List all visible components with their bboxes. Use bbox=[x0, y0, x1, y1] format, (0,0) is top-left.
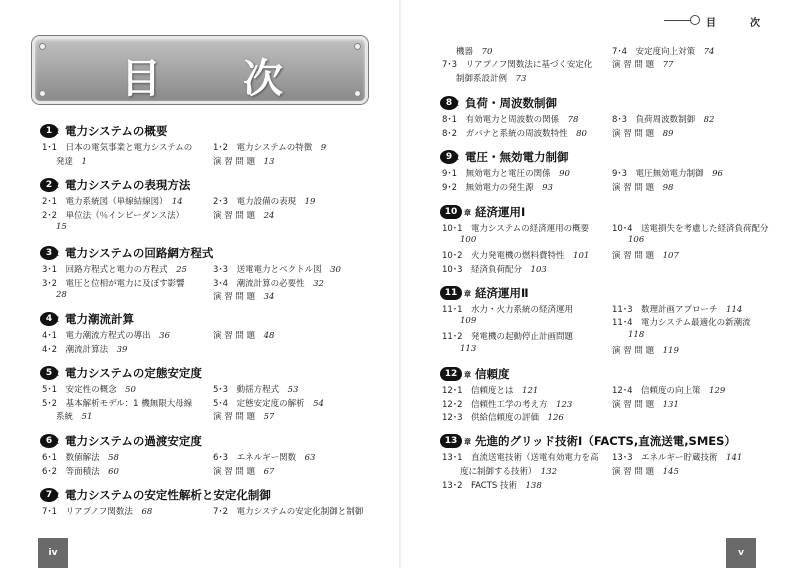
section-title: 定態安定度の解析 bbox=[236, 399, 305, 409]
section-title: 信頼度とは bbox=[471, 386, 514, 396]
section-title: 回路方程式と電力の方程式 bbox=[65, 265, 168, 275]
chapter-title: 信頼度 bbox=[475, 367, 510, 381]
page-number: 103 bbox=[530, 265, 547, 275]
section-title: 動揺方程式 bbox=[236, 385, 280, 395]
section-number: 11･3 bbox=[612, 305, 633, 315]
chapter-number-badge: 4 bbox=[40, 312, 58, 326]
chapter-number-badge: 5 bbox=[40, 366, 58, 380]
section-number: 6･3 bbox=[213, 453, 229, 463]
chapter-suffix: 章 bbox=[52, 492, 59, 500]
section-number: 11･2 bbox=[442, 332, 463, 342]
page-number: 24 bbox=[263, 211, 275, 221]
toc-entry[interactable] bbox=[442, 411, 564, 423]
chapter-number-badge: 7 bbox=[40, 488, 58, 502]
title-char-2: 次 bbox=[243, 56, 283, 102]
toc-entry-cont[interactable] bbox=[460, 235, 476, 245]
page-number: 138 bbox=[525, 481, 542, 491]
chapter-number-badge: 13 bbox=[440, 434, 462, 448]
section-title: エネルギー貯蔵技術 bbox=[641, 453, 718, 463]
chapter-suffix: 章 bbox=[464, 290, 471, 298]
page-number: 19 bbox=[304, 197, 316, 207]
page-number: 145 bbox=[662, 467, 679, 477]
page-number: 39 bbox=[116, 345, 128, 355]
toc-entry[interactable] bbox=[213, 195, 315, 207]
page-number: 36 bbox=[159, 331, 170, 341]
section-title: 水力・火力系統の経済運用 bbox=[471, 305, 574, 315]
section-title: 発電機の起動停止計画問題 bbox=[471, 332, 574, 342]
toc-entry-exercises[interactable] bbox=[213, 209, 274, 221]
page-number: 57 bbox=[263, 412, 275, 422]
title-char-1: 目 bbox=[121, 56, 161, 102]
section-title: 無効電力と電圧の関係 bbox=[465, 169, 551, 179]
section-title: 直流送電技術（送電有効電力を高 bbox=[471, 453, 599, 463]
page-number: 123 bbox=[556, 400, 573, 410]
section-title: ガバナと系統の周波数特性 bbox=[465, 129, 568, 139]
section-number: 13･1 bbox=[442, 453, 463, 463]
page-number: 114 bbox=[726, 305, 743, 315]
toc-entry[interactable] bbox=[42, 505, 152, 517]
section-number: 9･1 bbox=[442, 169, 458, 179]
page-number: 48 bbox=[263, 331, 275, 341]
toc-entry[interactable] bbox=[442, 222, 589, 234]
chapter-suffix: 章 bbox=[52, 438, 59, 446]
page-number: 58 bbox=[108, 453, 119, 463]
chapter-suffix: 章 bbox=[464, 371, 471, 379]
toc-entry[interactable] bbox=[442, 181, 553, 193]
section-title: 等面積法 bbox=[65, 467, 100, 477]
toc-entry[interactable] bbox=[612, 113, 714, 125]
section-number: 4･2 bbox=[42, 345, 58, 355]
section-number: 7･2 bbox=[213, 507, 229, 517]
toc-entry[interactable] bbox=[442, 479, 542, 491]
page-number: 113 bbox=[460, 344, 477, 354]
section-title: 演 習 問 題 bbox=[612, 251, 655, 261]
page-number: 129 bbox=[709, 386, 726, 396]
toc-entry[interactable] bbox=[42, 383, 136, 395]
toc-entry[interactable] bbox=[612, 384, 725, 396]
section-title: 演 習 問 題 bbox=[213, 157, 256, 167]
section-number: 5･4 bbox=[213, 399, 229, 409]
page-number: 74 bbox=[703, 47, 715, 57]
section-title: 演 習 問 題 bbox=[612, 467, 655, 477]
chapter-title: 電力システムの回路網方程式 bbox=[65, 246, 214, 260]
chapter-suffix: 章 bbox=[452, 154, 459, 162]
section-number: 10･1 bbox=[442, 224, 463, 234]
chapter-number-badge: 6 bbox=[40, 434, 58, 448]
toc-entry[interactable] bbox=[612, 167, 723, 179]
section-title: 送電損失を考慮した経済負荷配分 bbox=[641, 224, 769, 234]
section-title: リアプノフ関数法 bbox=[65, 507, 133, 517]
toc-entry-cont[interactable] bbox=[628, 330, 644, 340]
toc-entry-exercises[interactable] bbox=[612, 58, 673, 70]
chapter-suffix: 章 bbox=[52, 250, 59, 258]
section-number: 3･3 bbox=[213, 265, 229, 275]
toc-entry[interactable] bbox=[42, 329, 170, 341]
toc-entry-cont[interactable] bbox=[460, 465, 557, 477]
section-number: 11･1 bbox=[442, 305, 463, 315]
section-number: 8･2 bbox=[442, 129, 458, 139]
page-number: 98 bbox=[662, 183, 674, 193]
section-title: エネルギー関数 bbox=[236, 453, 297, 463]
chapter-title: 先進的グリッド技術Ⅰ（FACTS,直流送電,SMES） bbox=[475, 434, 736, 448]
chapter-title: 電力システムの概要 bbox=[65, 124, 168, 138]
page-number: 126 bbox=[547, 413, 564, 423]
toc-entry[interactable] bbox=[612, 316, 751, 328]
toc-entry[interactable] bbox=[442, 263, 547, 275]
section-number: 1･1 bbox=[42, 143, 58, 153]
section-title: 供給信頼度の評価 bbox=[471, 413, 540, 423]
page-number: 9 bbox=[320, 143, 327, 153]
chapter-number-badge: 12 bbox=[440, 367, 462, 381]
toc-entry-exercises[interactable] bbox=[612, 181, 673, 193]
section-title: 数理計画アプローチ bbox=[641, 305, 718, 315]
book-gutter bbox=[399, 0, 401, 568]
page-number: 68 bbox=[141, 507, 153, 517]
toc-entry-cont[interactable] bbox=[56, 410, 92, 422]
page-number: 132 bbox=[540, 467, 558, 477]
page-number: 106 bbox=[628, 235, 645, 245]
chapter-title: 電力システムの定態安定度 bbox=[65, 366, 202, 380]
page-number: 100 bbox=[460, 235, 477, 245]
chapter-number-badge: 3 bbox=[40, 246, 58, 260]
section-title: 電圧と位相が電力に及ぼす影響 bbox=[65, 279, 185, 289]
toc-entry-exercises[interactable] bbox=[213, 290, 274, 302]
title-plate bbox=[32, 36, 368, 104]
section-number: 7･4 bbox=[612, 47, 628, 57]
toc-entry[interactable] bbox=[42, 209, 184, 221]
page-number: 32 bbox=[313, 279, 324, 289]
toc-entry-cont[interactable] bbox=[56, 222, 67, 232]
section-number: 3･4 bbox=[213, 279, 229, 289]
toc-entry[interactable] bbox=[612, 303, 742, 315]
chapter-title: 負荷・周波数制御 bbox=[465, 96, 557, 110]
section-number: 5･1 bbox=[42, 385, 58, 395]
chapter-number-badge: 1 bbox=[40, 124, 58, 138]
section-number: 9･2 bbox=[442, 183, 458, 193]
section-title: 度に制御する技術） bbox=[460, 467, 533, 477]
page-number: 50 bbox=[125, 385, 136, 395]
page-number: 131 bbox=[662, 400, 679, 410]
page-number: 54 bbox=[313, 399, 324, 409]
section-title: 潮流計算法 bbox=[65, 345, 109, 355]
page-number: 70 bbox=[481, 47, 493, 57]
section-title: 演 習 問 題 bbox=[213, 211, 256, 221]
page-number: 67 bbox=[263, 467, 275, 477]
toc-entry[interactable] bbox=[612, 451, 742, 463]
section-number: 3･1 bbox=[42, 265, 58, 275]
toc-entry-exercises[interactable] bbox=[213, 155, 274, 167]
toc-entry[interactable] bbox=[442, 113, 578, 125]
chapter-number-badge: 9 bbox=[440, 150, 458, 164]
running-head-char-2: 次 bbox=[750, 18, 760, 29]
page-number: 121 bbox=[522, 386, 539, 396]
section-number: 2･1 bbox=[42, 197, 58, 207]
section-title: 潮流計算の必要性 bbox=[236, 279, 305, 289]
toc-entry[interactable] bbox=[42, 277, 185, 289]
page-number: 15 bbox=[56, 222, 67, 232]
section-title: 無効電力の発生源 bbox=[465, 183, 534, 193]
section-title: 経済負荷配分 bbox=[471, 265, 523, 275]
page-number: 73 bbox=[515, 74, 527, 84]
section-title: 信頼度の向上策 bbox=[641, 386, 701, 396]
section-title: 電力システムの経済運用の概要 bbox=[471, 224, 590, 234]
section-title: 演 習 問 題 bbox=[213, 412, 256, 422]
toc-entry-exercises[interactable] bbox=[612, 249, 679, 261]
section-title: 系統 bbox=[56, 412, 74, 422]
section-title: 電力システムの特徴 bbox=[236, 143, 313, 153]
chapter-title: 電圧・無効電力制御 bbox=[465, 150, 569, 164]
toc-entry[interactable] bbox=[42, 195, 183, 207]
folio-left: iv bbox=[38, 538, 68, 568]
chapter-suffix: 章 bbox=[464, 209, 471, 217]
section-number: 3･2 bbox=[42, 279, 58, 289]
page-number: 51 bbox=[81, 412, 93, 422]
page-number: 1 bbox=[81, 157, 87, 167]
page-number: 53 bbox=[287, 385, 299, 395]
section-title: 電力設備の表現 bbox=[236, 197, 297, 207]
toc-entry[interactable] bbox=[442, 384, 538, 396]
section-number: 13･2 bbox=[442, 481, 463, 491]
section-number: 2･2 bbox=[42, 211, 58, 221]
page-number: 141 bbox=[726, 453, 743, 463]
chapter-title: 経済運用Ⅰ bbox=[475, 205, 526, 219]
page-number: 96 bbox=[712, 169, 723, 179]
section-number: 5･2 bbox=[42, 399, 58, 409]
toc-entry-cont[interactable] bbox=[460, 316, 476, 326]
toc-entry[interactable] bbox=[42, 465, 119, 477]
toc-entry[interactable] bbox=[213, 397, 324, 409]
section-number: 7･1 bbox=[42, 507, 58, 517]
chapter-number-badge: 10 bbox=[440, 205, 462, 219]
section-number: 7･3 bbox=[442, 60, 458, 70]
page-number: 63 bbox=[304, 453, 316, 463]
page-number: 82 bbox=[703, 115, 715, 125]
toc-entry[interactable] bbox=[213, 141, 326, 153]
page-number: 89 bbox=[662, 129, 674, 139]
page-number: 30 bbox=[330, 265, 341, 275]
section-number: 4･1 bbox=[42, 331, 58, 341]
folio-right: v bbox=[726, 538, 756, 568]
toc-entry-exercises[interactable] bbox=[612, 465, 679, 477]
section-title: 機器 bbox=[456, 47, 474, 57]
chapter-suffix: 章 bbox=[52, 128, 59, 136]
screw-icon bbox=[354, 90, 361, 97]
chapter-number-badge: 8 bbox=[440, 96, 458, 110]
toc-entry[interactable] bbox=[442, 127, 587, 139]
toc-entry[interactable] bbox=[442, 451, 599, 463]
running-head-rule bbox=[664, 20, 692, 21]
section-number: 13･3 bbox=[612, 453, 633, 463]
chapter-title: 経済運用Ⅱ bbox=[475, 286, 529, 300]
section-number: 10･4 bbox=[612, 224, 633, 234]
toc-entry[interactable] bbox=[42, 397, 192, 409]
section-number: 2･3 bbox=[213, 197, 229, 207]
chapter-title: 電力潮流計算 bbox=[65, 312, 134, 326]
toc-entry[interactable] bbox=[442, 167, 570, 179]
toc-entry-exercises[interactable] bbox=[612, 398, 679, 410]
toc-entry-cont[interactable] bbox=[456, 45, 492, 57]
chapter-suffix: 章 bbox=[464, 438, 471, 446]
toc-entry-exercises[interactable] bbox=[612, 344, 679, 356]
section-title: 電圧無効電力制御 bbox=[635, 169, 704, 179]
section-number: 12･1 bbox=[442, 386, 463, 396]
chapter-title: 電力システムの安定性解析と安定化制御 bbox=[65, 488, 271, 502]
toc-entry[interactable] bbox=[213, 383, 298, 395]
section-title: 有効電力と周波数の関係 bbox=[465, 115, 560, 125]
section-title: 演 習 問 題 bbox=[612, 60, 655, 70]
page-number: 77 bbox=[662, 60, 674, 70]
toc-entry[interactable] bbox=[442, 58, 592, 70]
toc-entry-exercises[interactable] bbox=[612, 127, 673, 139]
section-title: FACTS 技術 bbox=[471, 481, 517, 491]
chapter-suffix: 章 bbox=[52, 370, 59, 378]
section-title: 制御系設計例 bbox=[456, 74, 508, 84]
toc-entry[interactable] bbox=[213, 263, 341, 275]
section-number: 10･3 bbox=[442, 265, 463, 275]
page-number: 34 bbox=[263, 292, 275, 302]
section-title: 演 習 問 題 bbox=[612, 346, 655, 356]
toc-entry[interactable] bbox=[42, 343, 127, 355]
section-title: 電力システム最適化の新潮流 bbox=[641, 318, 751, 328]
toc-entry-cont[interactable] bbox=[460, 344, 476, 354]
section-title: 送電電力とベクトル図 bbox=[236, 265, 322, 275]
toc-entry-cont[interactable] bbox=[628, 235, 644, 245]
toc-entry[interactable] bbox=[612, 45, 714, 57]
section-number: 10･2 bbox=[442, 251, 463, 261]
section-title: 発達 bbox=[56, 157, 74, 167]
section-title: 演 習 問 題 bbox=[213, 331, 256, 341]
toc-entry[interactable] bbox=[442, 398, 572, 410]
section-title: 演 習 問 題 bbox=[612, 400, 655, 410]
page-number: 119 bbox=[662, 346, 679, 356]
page-number: 90 bbox=[559, 169, 570, 179]
toc-entry-cont[interactable] bbox=[56, 290, 67, 300]
toc-entry[interactable] bbox=[42, 451, 119, 463]
toc-entry-exercises[interactable] bbox=[213, 329, 274, 341]
chapter-number-badge: 2 bbox=[40, 178, 58, 192]
page-number: 109 bbox=[460, 316, 477, 326]
screw-icon bbox=[39, 43, 46, 50]
toc-entry-cont[interactable] bbox=[56, 155, 87, 167]
screw-icon bbox=[354, 43, 361, 50]
section-title: 電力システムの安定化制御と制御 bbox=[236, 507, 364, 517]
toc-entry[interactable] bbox=[213, 451, 315, 463]
page-number: 93 bbox=[542, 183, 553, 193]
chapter-suffix: 章 bbox=[52, 316, 59, 324]
toc-entry[interactable] bbox=[213, 505, 363, 517]
section-title: 負荷周波数制御 bbox=[635, 115, 696, 125]
page-number: 25 bbox=[176, 265, 187, 275]
section-number: 8･3 bbox=[612, 115, 628, 125]
section-title: 基本解析モデル：1 機無限大母線 bbox=[65, 399, 193, 409]
section-title: 演 習 問 題 bbox=[213, 292, 256, 302]
page-number: 101 bbox=[573, 251, 590, 261]
section-title: リアプノフ関数法に基づく安定化 bbox=[465, 60, 593, 70]
chapter-title: 電力システムの過渡安定度 bbox=[65, 434, 202, 448]
section-number: 6･2 bbox=[42, 467, 58, 477]
toc-entry[interactable] bbox=[42, 141, 192, 153]
section-number: 12･3 bbox=[442, 413, 463, 423]
chapter-title: 電力システムの表現方法 bbox=[65, 178, 191, 192]
toc-entry[interactable] bbox=[612, 222, 769, 234]
section-number: 12･4 bbox=[612, 386, 633, 396]
running-head-char-1: 目 bbox=[706, 18, 716, 29]
section-number: 5･3 bbox=[213, 385, 229, 395]
toc-entry-exercises[interactable] bbox=[213, 410, 274, 422]
section-number: 12･2 bbox=[442, 400, 463, 410]
toc-entry[interactable] bbox=[42, 263, 187, 275]
section-title: 単位法（％インピーダンス法） bbox=[65, 211, 185, 221]
chapter-suffix: 章 bbox=[452, 100, 459, 108]
section-number: 1･2 bbox=[213, 143, 229, 153]
screw-icon bbox=[39, 90, 46, 97]
page-number: 80 bbox=[576, 129, 587, 139]
page-number: 118 bbox=[628, 330, 645, 340]
section-title: 火力発電機の燃料費特性 bbox=[471, 251, 565, 261]
chapter-number-badge: 11 bbox=[440, 286, 462, 300]
section-number: 6･1 bbox=[42, 453, 58, 463]
page-number: 13 bbox=[263, 157, 275, 167]
section-title: 電力潮流方程式の導出 bbox=[65, 331, 151, 341]
toc-entry[interactable] bbox=[442, 249, 589, 261]
chapter-suffix: 章 bbox=[52, 182, 59, 190]
toc-entry[interactable] bbox=[442, 330, 573, 342]
running-head-circle-icon bbox=[690, 15, 700, 25]
section-title: 信頼性工学の考え方 bbox=[471, 400, 548, 410]
section-number: 9･3 bbox=[612, 169, 628, 179]
toc-entry[interactable] bbox=[442, 303, 573, 315]
toc-entry[interactable] bbox=[213, 277, 324, 289]
page-number: 14 bbox=[171, 197, 183, 207]
section-number: 11･4 bbox=[612, 318, 633, 328]
toc-entry-exercises[interactable] bbox=[213, 465, 274, 477]
section-title: 演 習 問 題 bbox=[612, 183, 655, 193]
section-title: 数値解法 bbox=[65, 453, 100, 463]
page-number: 60 bbox=[108, 467, 119, 477]
page-number: 28 bbox=[56, 290, 67, 300]
section-title: 安定性の概念 bbox=[65, 385, 117, 395]
section-title: 日本の電気事業と電力システムの bbox=[65, 143, 193, 153]
page-number: 107 bbox=[662, 251, 679, 261]
section-title: 電力系統図（単線結線図） bbox=[65, 197, 164, 207]
section-title: 安定度向上対策 bbox=[635, 47, 696, 57]
section-title: 演 習 問 題 bbox=[612, 129, 655, 139]
section-title: 演 習 問 題 bbox=[213, 467, 256, 477]
toc-entry-cont[interactable] bbox=[456, 72, 526, 84]
page-number: 78 bbox=[567, 115, 579, 125]
section-number: 8･1 bbox=[442, 115, 458, 125]
